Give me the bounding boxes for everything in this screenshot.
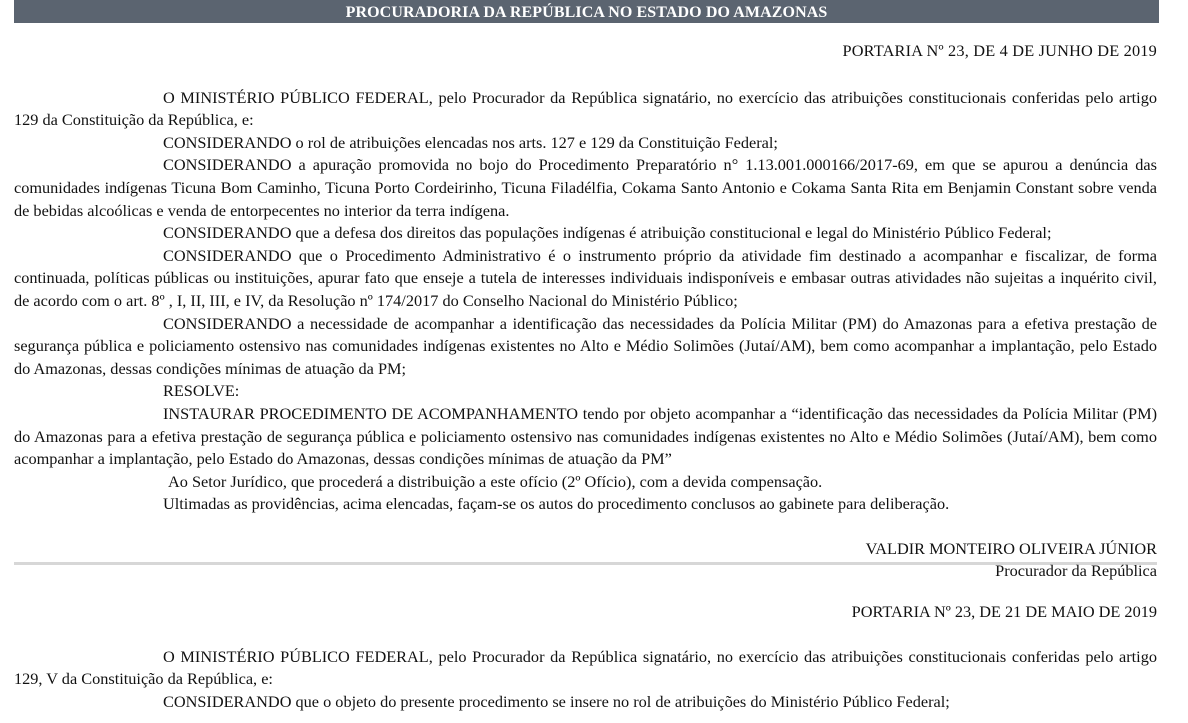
signature-role: Procurador da República [995,561,1157,581]
portaria-1-considerando-2: CONSIDERANDO a apuração promovida no bojo do Procedimento Preparatório n° 1.13.001.000166/2017-69, em que se apurou a denúncia das comunidades indígenas Ticuna Bom Caminho, Ticuna Porto Cordeirinho, Ticuna Filadélfia, Cokama Santo Antonio e Cokama Santa Rita em Benjamin Constant sobre venda de bebidas alcoólicas e venda de entorpecentes no interior da terra indígena. [14,155,1157,220]
document-header [14,0,1159,23]
portaria-1-considerando-4: CONSIDERANDO que o Procedimento Administrativo é o instrumento próprio da atividade fim destinado a acompanhar e fiscalizar, de forma continuada, políticas públicas ou instituições, apurar fato que enseje a tutela de interesses individuais indisponíveis e embasar outras atividades não sujeitas a inquérito civil, de acordo com o art. 8º , I, II, III, e IV, da Resolução nº 174/2017 do Conselho Nacional do Ministério Público; [14,245,1157,310]
portaria-1-considerando-1: CONSIDERANDO o rol de atribuições elencadas nos arts. 127 e 129 da Constituição Federal; [163,132,778,152]
document-body [14,40,1157,713]
portaria-1-instaurar: INSTAURAR PROCEDIMENTO DE ACOMPANHAMENTO tendo por objeto acompanhar a “identificação das necessidades da Polícia Militar (PM) do Amazonas para a efetiva prestação de segurança pública e policiamento ostensivo nas comunidades indígenas existentes no Alto e Médio Solimões (Jutaí/AM), bem como acompanhar a implantação, pelo Estado do Amazonas, dessas condições mínimas de atuação da PM” [14,403,1157,469]
portaria-2 [14,601,1157,713]
portaria-1-setor-juridico: Ao Setor Jurídico, que procederá a distribuição a este ofício (2º Ofício), com a devida compensação. [168,471,823,491]
portaria-2-preamble: O MINISTÉRIO PÚBLICO FEDERAL, pelo Procurador da República signatário, no exercício das atribuições constitucionais conferidas pelo artigo 129, V da Constituição da República, e: [14,646,1157,689]
header-title: PROCURADORIA DA REPÚBLICA NO ESTADO DO AMAZONAS [345,4,828,21]
portaria-2-title: PORTARIA Nº 23, DE 21 DE MAIO DE 2019 [851,602,1157,622]
portaria-1-considerando-3: CONSIDERANDO que a defesa dos direitos das populações indígenas é atribuição constitucional e legal do Ministério Público Federal; [163,223,1052,243]
portaria-1 [14,40,1157,583]
portaria-1-considerando-5: CONSIDERANDO a necessidade de acompanhar a identificação das necessidades da Polícia Militar (PM) do Amazonas para a efetiva prestação de segurança pública e policiamento ostensivo nas comunidades indígenas existentes no Alto e Médio Solimões (Jutaí/AM), bem como acompanhar a implantação, pelo Estado do Amazonas, dessas condições mínimas de atuação da PM; [14,313,1157,378]
portaria-1-title: PORTARIA Nº 23, DE 4 DE JUNHO DE 2019 [842,41,1157,60]
portaria-1-resolve: RESOLVE: [163,381,240,401]
signature-name: VALDIR MONTEIRO OLIVEIRA JÚNIOR [865,538,1157,558]
portaria-1-preamble: O MINISTÉRIO PÚBLICO FEDERAL, pelo Procurador da República signatário, no exercício das atribuições constitucionais conferidas pelo artigo 129 da Constituição da República, e: [14,87,1157,130]
portaria-2-considerando-1: CONSIDERANDO que o objeto do presente procedimento se insere no rol de atribuições do Ministério Público Federal; [163,691,950,711]
portaria-1-ultimadas: Ultimadas as providências, acima elencadas, façam-se os autos do procedimento conclusos ao gabinete para deliberação. [163,494,950,514]
